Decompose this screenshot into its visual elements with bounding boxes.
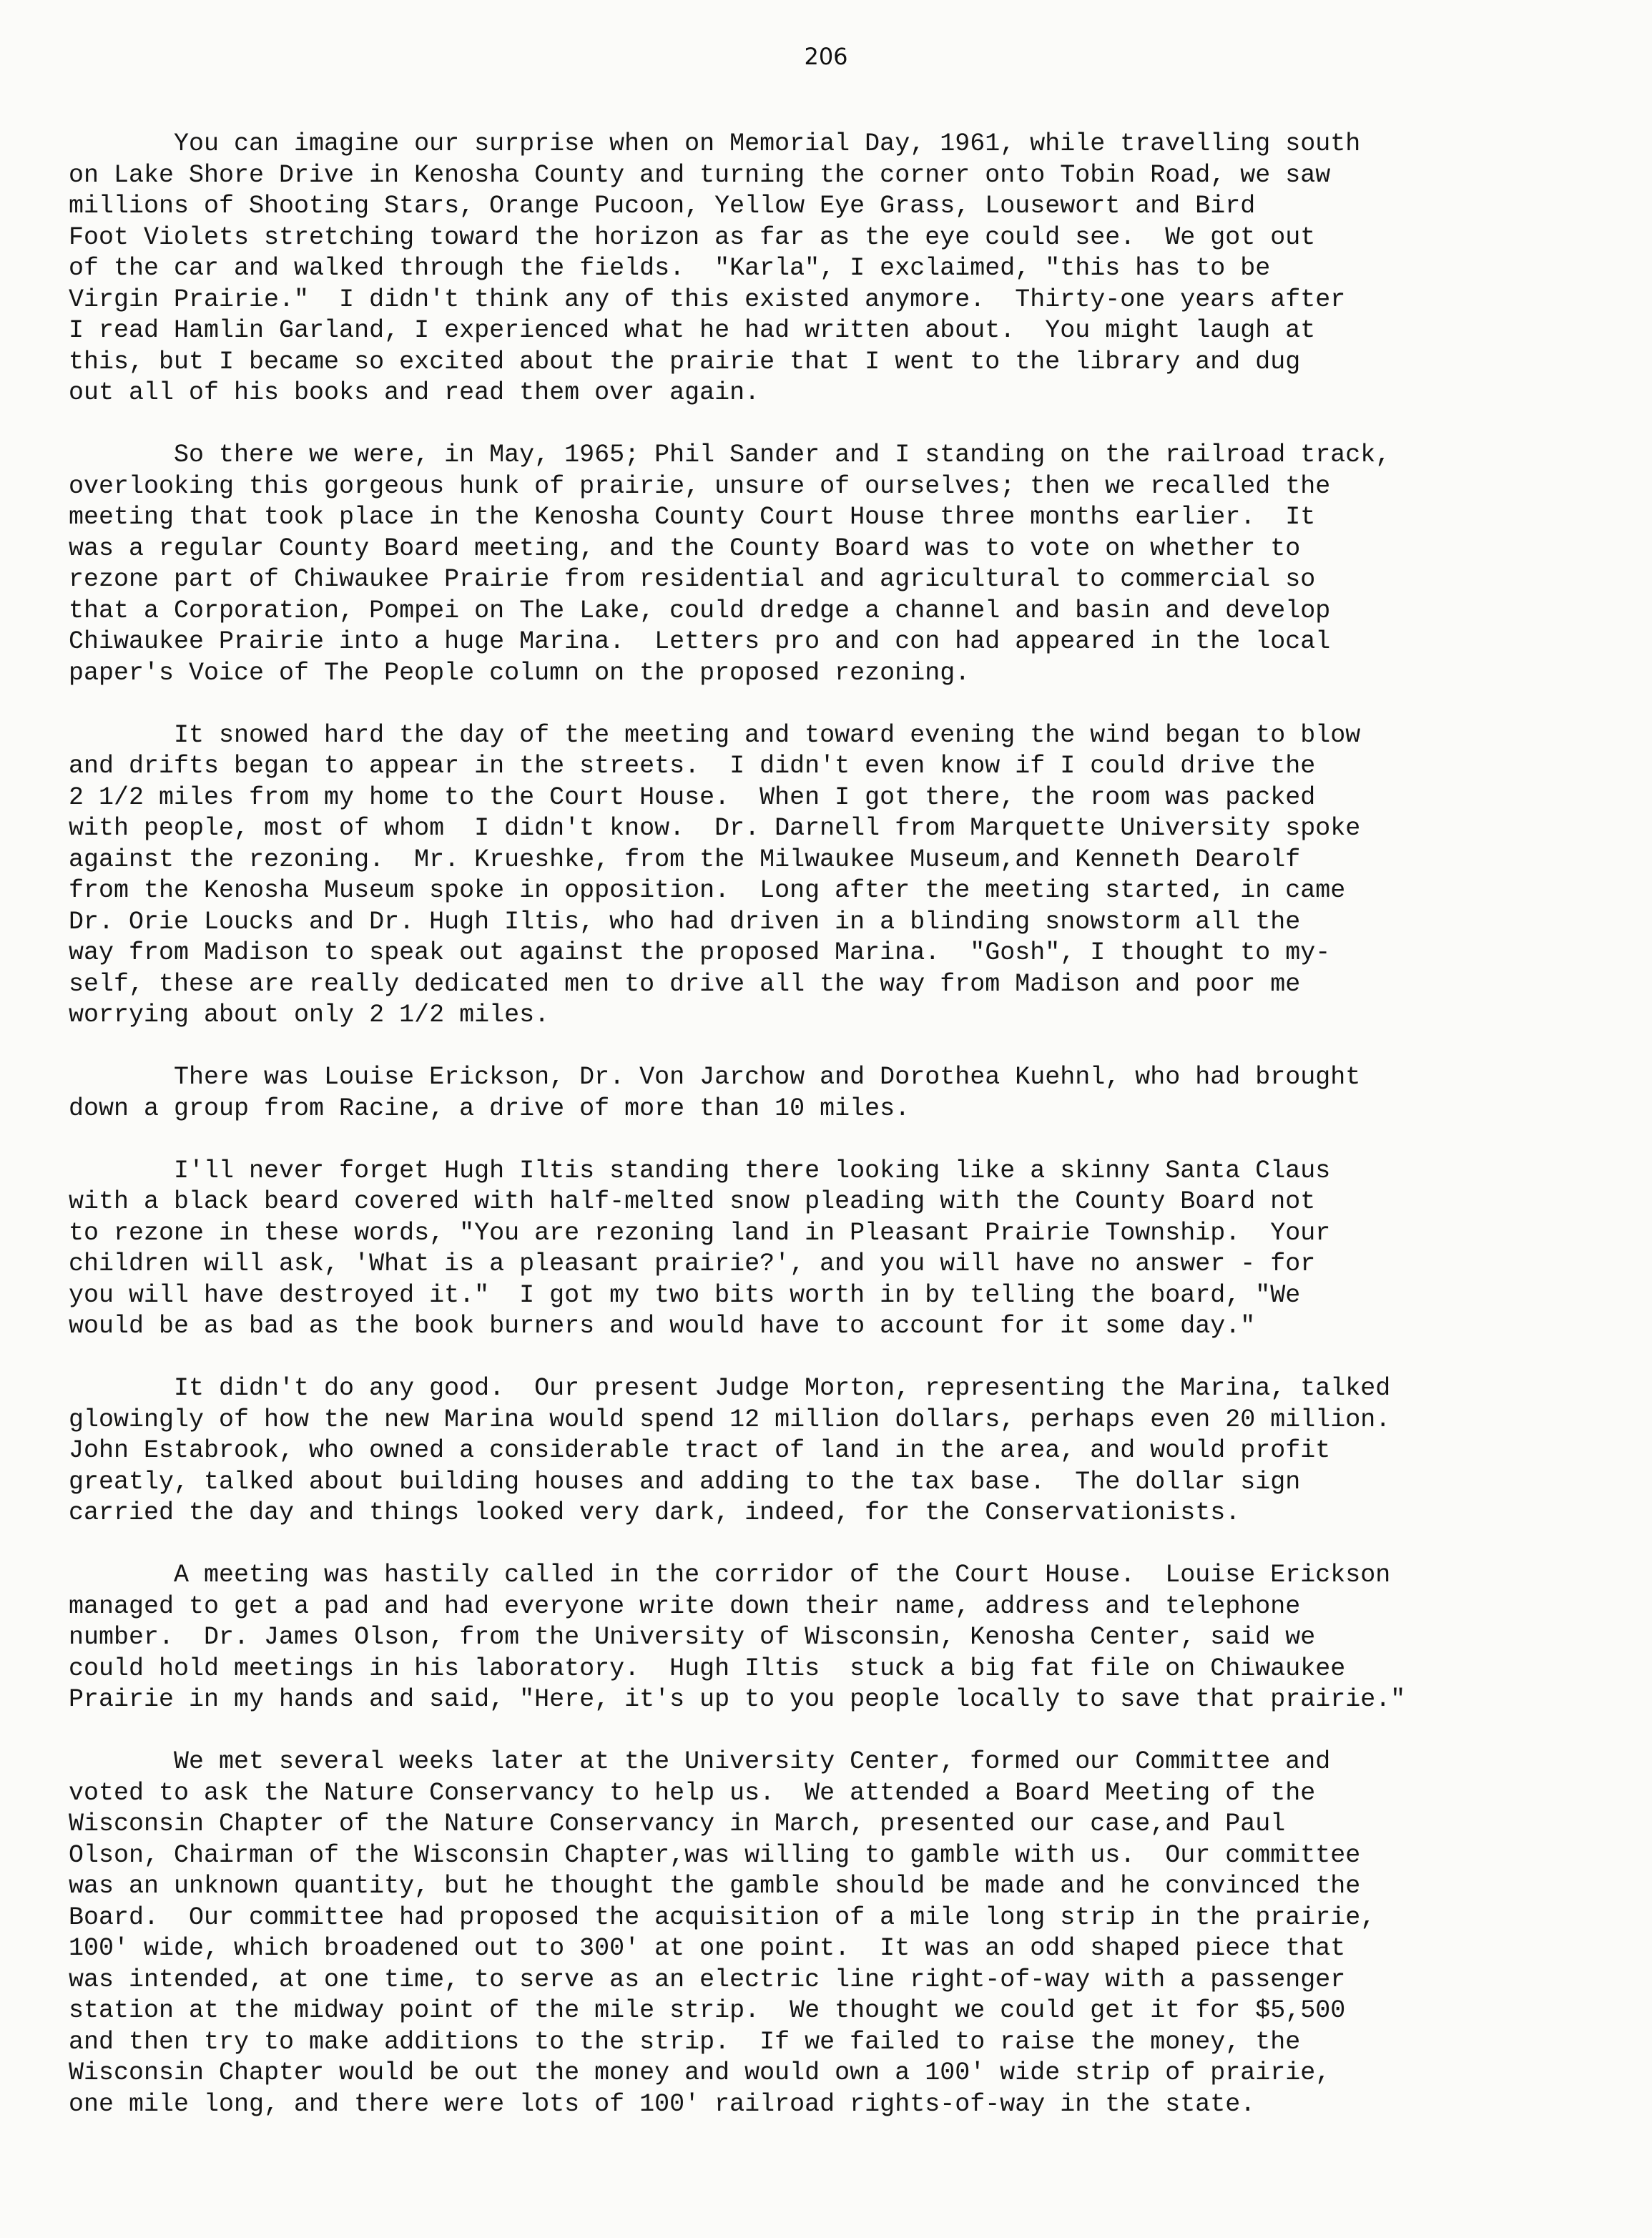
text-line: one mile long, and there were lots of 100' railroad rights-of-way in the state. xyxy=(69,2089,1256,2119)
text-line: Virgin Prairie." I didn't think any of this existed anymore. Thirty-one years after xyxy=(69,285,1346,314)
text-line: way from Madison to speak out against the proposed Marina. "Gosh", I thought to my- xyxy=(69,938,1331,967)
text-line: number. Dr. James Olson, from the University of Wisconsin, Kenosha Center, said we xyxy=(69,1623,1316,1651)
text-line: Wisconsin Chapter of the Nature Conservancy in March, presented our case,and Paul xyxy=(69,1810,1286,1838)
text-line: overlooking this gorgeous hunk of prairie, unsure of ourselves; then we recalled the xyxy=(69,471,1331,501)
text-line: Foot Violets stretching toward the horizon as far as the eye could see. We got out xyxy=(69,222,1316,252)
text-line: greatly, talked about building houses and adding to the tax base. The dollar sign xyxy=(69,1467,1301,1496)
text-line: I read Hamlin Garland, I experienced what he had written about. You might laugh at xyxy=(69,316,1316,345)
paragraph xyxy=(69,129,1642,409)
paragraph xyxy=(69,1560,1642,1716)
text-line: this, but I became so excited about the prairie that I went to the library and dug xyxy=(69,347,1301,376)
text-line: you will have destroyed it." I got my two bits worth in by telling the board, "We xyxy=(69,1280,1301,1310)
paragraph xyxy=(69,440,1642,689)
text-line: and drifts began to appear in the streets. I didn't even know if I could drive the xyxy=(69,752,1316,780)
text-line: managed to get a pad and had everyone write down their name, address and telephone xyxy=(69,1591,1301,1621)
text-line: Chiwaukee Prairie into a huge Marina. Letters pro and con had appeared in the local xyxy=(69,627,1331,656)
text-line: We met several weeks later at the University Center, formed our Committee and xyxy=(69,1747,1331,1776)
text-line: It didn't do any good. Our present Judge Morton, representing the Marina, talked xyxy=(69,1374,1391,1403)
text-line: John Estabrook, who owned a considerable tract of land in the area, and would profit xyxy=(69,1436,1331,1465)
body-text xyxy=(69,129,1642,2151)
text-line: Dr. Orie Loucks and Dr. Hugh Iltis, who had driven in a blinding snowstorm all the xyxy=(69,907,1301,936)
text-line: with people, most of whom I didn't know. Dr. Darnell from Marquette University spoke xyxy=(69,814,1361,843)
text-line: against the rezoning. Mr. Krueshke, from the Milwaukee Museum,and Kenneth Dearolf xyxy=(69,845,1301,874)
text-line: could hold meetings in his laboratory. Hugh Iltis stuck a big fat file on Chiwaukee xyxy=(69,1654,1346,1683)
text-line: on Lake Shore Drive in Kenosha County and turning the corner onto Tobin Road, we saw xyxy=(69,160,1331,190)
text-line: was an unknown quantity, but he thought the gamble should be made and he convinced the xyxy=(69,1872,1361,1900)
text-line: 100' wide, which broadened out to 300' at one point. It was an odd shaped piece that xyxy=(69,1934,1346,1963)
paragraph xyxy=(69,720,1642,1031)
page-number: 206 xyxy=(804,43,848,70)
text-line: meeting that took place in the Kenosha County Court House three months earlier. It xyxy=(69,503,1316,531)
text-line: A meeting was hastily called in the corridor of the Court House. Louise Erickson xyxy=(69,1561,1391,1589)
paragraph xyxy=(69,1373,1642,1529)
text-line: down a group from Racine, a drive of more than 10 miles. xyxy=(69,1094,910,1123)
text-line: worrying about only 2 1/2 miles. xyxy=(69,1001,550,1029)
text-line: that a Corporation, Pompei on The Lake, could dredge a channel and basin and develop xyxy=(69,596,1331,625)
text-line: children will ask, 'What is a pleasant prairie?', and you will have no answer - for xyxy=(69,1250,1316,1278)
text-line: It snowed hard the day of the meeting and toward evening the wind began to blow xyxy=(69,720,1361,750)
text-line: of the car and walked through the fields. "Karla", I exclaimed, "this has to be xyxy=(69,254,1271,283)
paragraph xyxy=(69,1062,1642,1124)
text-line: Prairie in my hands and said, "Here, it's up to you people locally to save that prairie." xyxy=(69,1685,1406,1714)
text-line: would be as bad as the book burners and would have to account for it some day." xyxy=(69,1312,1256,1340)
text-line: 2 1/2 miles from my home to the Court House. When I got there, the room was packed xyxy=(69,782,1316,812)
text-line: Olson, Chairman of the Wisconsin Chapter,was willing to gamble with us. Our committee xyxy=(69,1840,1361,1870)
text-line: from the Kenosha Museum spoke in opposition. Long after the meeting started, in came xyxy=(69,876,1346,905)
text-line: and then try to make additions to the strip. If we failed to raise the money, the xyxy=(69,2027,1301,2056)
text-line: self, these are really dedicated men to drive all the way from Madison and poor me xyxy=(69,969,1301,998)
text-line: was a regular County Board meeting, and the County Board was to vote on whether to xyxy=(69,534,1301,563)
paragraph xyxy=(69,1156,1642,1343)
text-line: You can imagine our surprise when on Memorial Day, 1961, while travelling south xyxy=(69,129,1361,158)
text-line: glowingly of how the new Marina would spend 12 million dollars, perhaps even 20 million. xyxy=(69,1405,1391,1434)
text-line: Board. Our committee had proposed the acquisition of a mile long strip in the prairie, xyxy=(69,1903,1376,1932)
text-line: millions of Shooting Stars, Orange Pucoon, Yellow Eye Grass, Lousewort and Bird xyxy=(69,192,1256,220)
text-line: out all of his books and read them over again. xyxy=(69,378,760,407)
text-line: with a black beard covered with half-melted snow pleading with the County Board not xyxy=(69,1187,1316,1216)
text-line: voted to ask the Nature Conservancy to help us. We attended a Board Meeting of the xyxy=(69,1778,1316,1807)
text-line: carried the day and things looked very dark, indeed, for the Conservationists. xyxy=(69,1498,1241,1527)
text-line: paper's Voice of The People column on the proposed rezoning. xyxy=(69,658,970,687)
text-line: was intended, at one time, to serve as an electric line right-of-way with a passenger xyxy=(69,1965,1346,1994)
text-line: So there we were, in May, 1965; Phil Sander and I standing on the railroad track, xyxy=(69,441,1391,469)
text-line: to rezone in these words, "You are rezoning land in Pleasant Prairie Township. Your xyxy=(69,1218,1331,1247)
text-line: There was Louise Erickson, Dr. Von Jarchow and Dorothea Kuehnl, who had brought xyxy=(69,1063,1361,1091)
text-line: Wisconsin Chapter would be out the money and would own a 100' wide strip of prairie, xyxy=(69,2058,1331,2087)
paragraph xyxy=(69,1747,1642,2120)
text-line: station at the midway point of the mile strip. We thought we could get it for $5,500 xyxy=(69,1996,1346,2025)
text-line: rezone part of Chiwaukee Prairie from residential and agricultural to commercial so xyxy=(69,565,1316,594)
text-line: I'll never forget Hugh Iltis standing there looking like a skinny Santa Claus xyxy=(69,1156,1331,1185)
